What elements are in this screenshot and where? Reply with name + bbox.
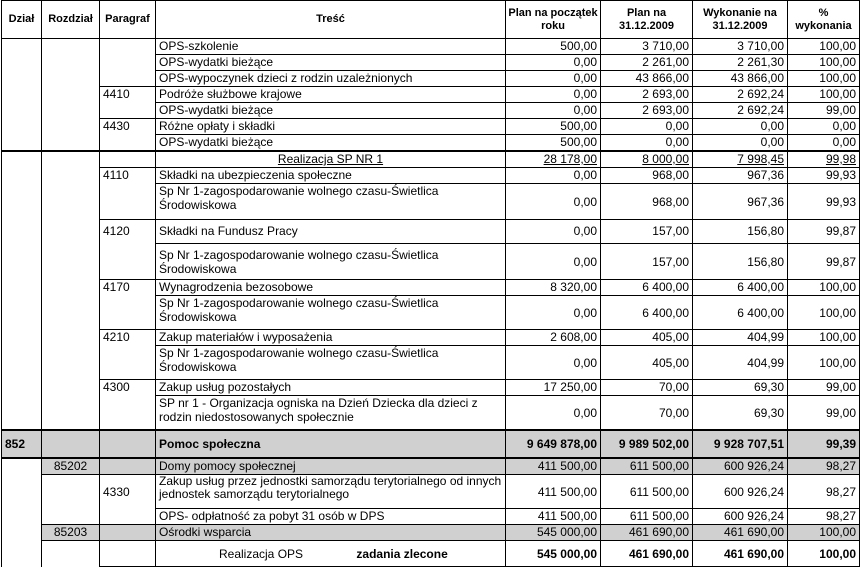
cell-paragraf	[100, 244, 156, 280]
table-row	[2, 55, 860, 71]
cell-plan-start: 0,00	[506, 220, 601, 244]
cell-dzial: 852	[2, 430, 42, 458]
cell-plan-end: 611 500,00	[601, 475, 693, 509]
table-row	[2, 103, 860, 119]
cell-rozdzial	[42, 220, 100, 244]
header-plan-start: Plan na początek roku	[506, 1, 601, 39]
cell-dzial	[2, 168, 42, 184]
cell-rozdzial: 85202	[42, 458, 100, 475]
cell-pct: 98,27	[788, 509, 860, 525]
cell-paragraf: 4430	[100, 119, 156, 135]
cell-wykonanie: 967,36	[693, 168, 788, 184]
cell-rozdzial	[42, 184, 100, 220]
cell-tresc: Ośrodki wsparcia	[156, 525, 506, 541]
cell-rozdzial	[42, 396, 100, 431]
cell-plan-start: 411 500,00	[506, 475, 601, 509]
cell-wykonanie: 0,00	[693, 135, 788, 152]
table-row	[2, 396, 860, 431]
cell-pct: 100,00	[788, 39, 860, 55]
cell-paragraf: 4210	[100, 330, 156, 346]
cell-pct: 99,00	[788, 103, 860, 119]
cell-plan-end: 6 400,00	[601, 296, 693, 330]
cell-plan-end: 70,00	[601, 380, 693, 396]
cell-wykonanie: 2 261,30	[693, 55, 788, 71]
cell-pct: 98,27	[788, 458, 860, 475]
cell-tresc: SP nr 1 - Organizacja ogniska na Dzień Dziecka dla dzieci z rodzin niedostosowanych społecznie	[156, 396, 506, 431]
cell-pct: 100,00	[788, 280, 860, 296]
cell-plan-end: 2 693,00	[601, 103, 693, 119]
cell-wykonanie: 69,30	[693, 396, 788, 431]
cell-dzial	[2, 396, 42, 431]
cell-plan-start: 9 649 878,00	[506, 430, 601, 458]
cell-plan-end: 611 500,00	[601, 509, 693, 525]
cell-plan-start: 2 608,00	[506, 330, 601, 346]
cell-dzial	[2, 244, 42, 280]
cell-plan-end	[601, 151, 693, 168]
cell-pct: 100,00	[788, 330, 860, 346]
cell-dzial	[2, 475, 42, 509]
cell-wykonanie: 2 692,24	[693, 87, 788, 103]
cell-paragraf	[100, 541, 156, 567]
cell-plan-end: 43 866,00	[601, 71, 693, 87]
cell-rozdzial	[42, 509, 100, 525]
cell-paragraf	[100, 509, 156, 525]
table-row	[2, 39, 860, 55]
cell-plan-start: 500,00	[506, 119, 601, 135]
cell-wykonanie: 9 928 707,51	[693, 430, 788, 458]
cell-tresc: Domy pomocy społecznej	[156, 458, 506, 475]
cell-rozdzial	[42, 168, 100, 184]
cell-rozdzial: 85203	[42, 525, 100, 541]
cell-dzial	[2, 184, 42, 220]
cell-dzial	[2, 346, 42, 380]
cell-plan-end: 0,00	[601, 135, 693, 152]
header-dzial: Dział	[2, 1, 42, 39]
cell-pct: 100,00	[788, 525, 860, 541]
cell-dzial	[2, 39, 42, 55]
cell-pct: 100,00	[788, 55, 860, 71]
cell-pct: 0,00	[788, 135, 860, 152]
cell-dzial	[2, 151, 42, 168]
table-row	[2, 509, 860, 525]
table-row	[2, 280, 860, 296]
cell-rozdzial	[42, 55, 100, 71]
cell-rozdzial	[42, 541, 100, 567]
cell-wykonanie: 3 710,00	[693, 39, 788, 55]
cell-paragraf	[100, 184, 156, 220]
table-row	[2, 151, 860, 168]
cell-wykonanie: 404,99	[693, 330, 788, 346]
table-row	[2, 475, 860, 509]
cell-dzial	[2, 330, 42, 346]
cell-wykonanie: 43 866,00	[693, 71, 788, 87]
cell-rozdzial	[42, 296, 100, 330]
cell-wykonanie: 156,80	[693, 244, 788, 280]
table-row	[2, 71, 860, 87]
cell-paragraf	[100, 71, 156, 87]
cell-plan-start: 0,00	[506, 244, 601, 280]
cell-plan-end: 3 710,00	[601, 39, 693, 55]
cell-paragraf	[100, 458, 156, 475]
table-row	[2, 119, 860, 135]
cell-dzial	[2, 87, 42, 103]
table-row-total	[2, 541, 860, 567]
cell-tresc: OPS-wydatki bieżące	[156, 103, 506, 119]
table-body	[2, 39, 860, 567]
cell-rozdzial	[42, 380, 100, 396]
cell-tresc	[156, 541, 506, 567]
cell-rozdzial	[42, 87, 100, 103]
cell-rozdzial	[42, 330, 100, 346]
cell-paragraf	[100, 525, 156, 541]
cell-tresc: Podróże służbowe krajowe	[156, 87, 506, 103]
table-row	[2, 244, 860, 280]
cell-wykonanie: 461 690,00	[693, 525, 788, 541]
table-header	[2, 1, 860, 39]
cell-wykonanie: 6 400,00	[693, 280, 788, 296]
cell-tresc: Sp Nr 1-zagospodarowanie wolnego czasu-Świetlica Środowiskowa	[156, 244, 506, 280]
table-row	[2, 87, 860, 103]
cell-tresc: Pomoc społeczna	[156, 430, 506, 458]
cell-plan-start: 0,00	[506, 184, 601, 220]
cell-dzial	[2, 71, 42, 87]
cell-pct: 99,87	[788, 244, 860, 280]
table-row	[2, 135, 860, 152]
cell-pct: 100,00	[788, 71, 860, 87]
cell-plan-end: 461 690,00	[601, 525, 693, 541]
cell-dzial	[2, 55, 42, 71]
cell-dzial	[2, 509, 42, 525]
cell-pct	[788, 151, 860, 168]
table-row	[2, 184, 860, 220]
cell-plan-end: 461 690,00	[601, 541, 693, 567]
cell-plan-start: 0,00	[506, 71, 601, 87]
cell-plan-end: 968,00	[601, 168, 693, 184]
cell-dzial	[2, 458, 42, 475]
cell-wykonanie	[693, 151, 788, 168]
cell-rozdzial	[42, 475, 100, 509]
budget-table	[1, 0, 860, 567]
cell-tresc: OPS-wydatki bieżące	[156, 135, 506, 152]
cell-wykonanie: 404,99	[693, 346, 788, 380]
cell-tresc: Wynagrodzenia bezosobowe	[156, 280, 506, 296]
cell-tresc: Sp Nr 1-zagospodarowanie wolnego czasu-Świetlica Środowiskowa	[156, 296, 506, 330]
cell-plan-end: 968,00	[601, 184, 693, 220]
plan-end-value: 8 000,00	[642, 152, 689, 166]
cell-pct: 100,00	[788, 541, 860, 567]
cell-plan-start: 0,00	[506, 346, 601, 380]
cell-plan-end: 405,00	[601, 330, 693, 346]
cell-pct: 99,00	[788, 380, 860, 396]
header-wykonanie: Wykonanie na 31.12.2009	[693, 1, 788, 39]
cell-paragraf: 4300	[100, 380, 156, 396]
cell-rozdzial	[42, 71, 100, 87]
table-row	[2, 346, 860, 380]
cell-plan-start: 0,00	[506, 296, 601, 330]
table-row	[2, 296, 860, 330]
cell-paragraf	[100, 346, 156, 380]
cell-paragraf	[100, 430, 156, 458]
cell-plan-end: 6 400,00	[601, 280, 693, 296]
cell-rozdzial	[42, 135, 100, 152]
cell-dzial	[2, 280, 42, 296]
header-pct: % wykonania	[788, 1, 860, 39]
cell-tresc: Różne opłaty i składki	[156, 119, 506, 135]
cell-pct: 99,39	[788, 430, 860, 458]
cell-tresc: OPS- odpłatność za pobyt 31 osób w DPS	[156, 509, 506, 525]
cell-plan-end: 70,00	[601, 396, 693, 431]
wykonanie-value: 7 998,45	[737, 152, 784, 166]
header-rozdzial: Rozdział	[42, 1, 100, 39]
cell-plan-end: 9 989 502,00	[601, 430, 693, 458]
table-row-subsection	[2, 458, 860, 475]
table-row	[2, 330, 860, 346]
cell-tresc	[156, 151, 506, 168]
cell-plan-start: 0,00	[506, 87, 601, 103]
cell-dzial	[2, 119, 42, 135]
zadania-label: zadania zlecone	[356, 546, 448, 561]
pct-value: 99,98	[825, 152, 856, 166]
cell-plan-start: 545 000,00	[506, 525, 601, 541]
cell-paragraf: 4410	[100, 87, 156, 103]
cell-wykonanie: 600 926,24	[693, 509, 788, 525]
header-plan-end: Plan na 31.12.2009	[601, 1, 693, 39]
cell-plan-start: 0,00	[506, 168, 601, 184]
cell-pct: 99,93	[788, 184, 860, 220]
cell-wykonanie: 967,36	[693, 184, 788, 220]
cell-plan-start: 0,00	[506, 396, 601, 431]
cell-paragraf: 4110	[100, 168, 156, 184]
section-title: Realizacja SP NR 1	[277, 152, 384, 166]
cell-wykonanie: 0,00	[693, 119, 788, 135]
cell-tresc: Sp Nr 1-zagospodarowanie wolnego czasu-Świetlica Środowiskowa	[156, 184, 506, 220]
cell-pct: 98,27	[788, 475, 860, 509]
cell-tresc: Sp Nr 1-zagospodarowanie wolnego czasu-Świetlica Środowiskowa	[156, 346, 506, 380]
cell-paragraf	[100, 396, 156, 431]
cell-paragraf	[100, 103, 156, 119]
cell-paragraf	[100, 296, 156, 330]
cell-plan-end: 2 261,00	[601, 55, 693, 71]
cell-rozdzial	[42, 103, 100, 119]
cell-pct: 99,93	[788, 168, 860, 184]
cell-rozdzial	[42, 280, 100, 296]
cell-wykonanie: 600 926,24	[693, 458, 788, 475]
cell-wykonanie: 69,30	[693, 380, 788, 396]
cell-wykonanie: 6 400,00	[693, 296, 788, 330]
cell-plan-start: 0,00	[506, 55, 601, 71]
table-row-subsection	[2, 525, 860, 541]
cell-plan-end: 0,00	[601, 119, 693, 135]
cell-plan-end: 2 693,00	[601, 87, 693, 103]
cell-paragraf	[100, 39, 156, 55]
cell-pct: 100,00	[788, 346, 860, 380]
cell-tresc: OPS-szkolenie	[156, 39, 506, 55]
header-tresc: Treść	[156, 1, 506, 39]
cell-plan-start: 500,00	[506, 39, 601, 55]
cell-plan-start: 411 500,00	[506, 509, 601, 525]
cell-plan-start: 8 320,00	[506, 280, 601, 296]
cell-tresc: OPS-wydatki bieżące	[156, 55, 506, 71]
table-row-section	[2, 430, 860, 458]
table-row	[2, 168, 860, 184]
cell-pct: 0,00	[788, 119, 860, 135]
cell-plan-start: 500,00	[506, 135, 601, 152]
cell-plan-end: 405,00	[601, 346, 693, 380]
cell-pct: 99,00	[788, 396, 860, 431]
cell-tresc: Zakup usług pozostałych	[156, 380, 506, 396]
cell-paragraf	[100, 55, 156, 71]
cell-rozdzial	[42, 119, 100, 135]
cell-wykonanie: 156,80	[693, 220, 788, 244]
cell-dzial	[2, 525, 42, 541]
cell-pct: 99,87	[788, 220, 860, 244]
cell-plan-end: 157,00	[601, 220, 693, 244]
cell-paragraf	[100, 135, 156, 152]
table-row	[2, 220, 860, 244]
cell-tresc: Zakup materiałów i wyposażenia	[156, 330, 506, 346]
cell-rozdzial	[42, 151, 100, 168]
cell-rozdzial	[42, 346, 100, 380]
header-paragraf: Paragraf	[100, 1, 156, 39]
cell-paragraf: 4330	[100, 475, 156, 509]
cell-plan-start: 545 000,00	[506, 541, 601, 567]
cell-wykonanie: 461 690,00	[693, 541, 788, 567]
cell-dzial	[2, 541, 42, 567]
cell-plan-start: 411 500,00	[506, 458, 601, 475]
cell-tresc: Zakup usług przez jednostki samorządu terytorialnego od innych jednostek samorządu terytorialnego	[156, 475, 506, 509]
plan-start-value: 28 178,00	[543, 152, 597, 166]
cell-pct: 100,00	[788, 87, 860, 103]
cell-tresc: OPS-wypoczynek dzieci z rodzin uzależnionych	[156, 71, 506, 87]
cell-tresc: Składki na Fundusz Pracy	[156, 220, 506, 244]
cell-plan-start: 0,00	[506, 103, 601, 119]
cell-plan-start: 17 250,00	[506, 380, 601, 396]
cell-dzial	[2, 380, 42, 396]
cell-dzial	[2, 135, 42, 152]
cell-plan-end: 157,00	[601, 244, 693, 280]
table-row	[2, 380, 860, 396]
cell-paragraf	[100, 151, 156, 168]
realizacja-label: Realizacja OPS	[219, 546, 304, 561]
cell-rozdzial	[42, 244, 100, 280]
cell-plan-start	[506, 151, 601, 168]
cell-tresc: Składki na ubezpieczenia społeczne	[156, 168, 506, 184]
cell-pct: 100,00	[788, 296, 860, 330]
cell-paragraf: 4120	[100, 220, 156, 244]
cell-plan-end: 611 500,00	[601, 458, 693, 475]
cell-dzial	[2, 103, 42, 119]
cell-wykonanie: 2 692,24	[693, 103, 788, 119]
cell-paragraf: 4170	[100, 280, 156, 296]
cell-wykonanie: 600 926,24	[693, 475, 788, 509]
cell-dzial	[2, 220, 42, 244]
cell-rozdzial	[42, 430, 100, 458]
cell-dzial	[2, 296, 42, 330]
cell-rozdzial	[42, 39, 100, 55]
